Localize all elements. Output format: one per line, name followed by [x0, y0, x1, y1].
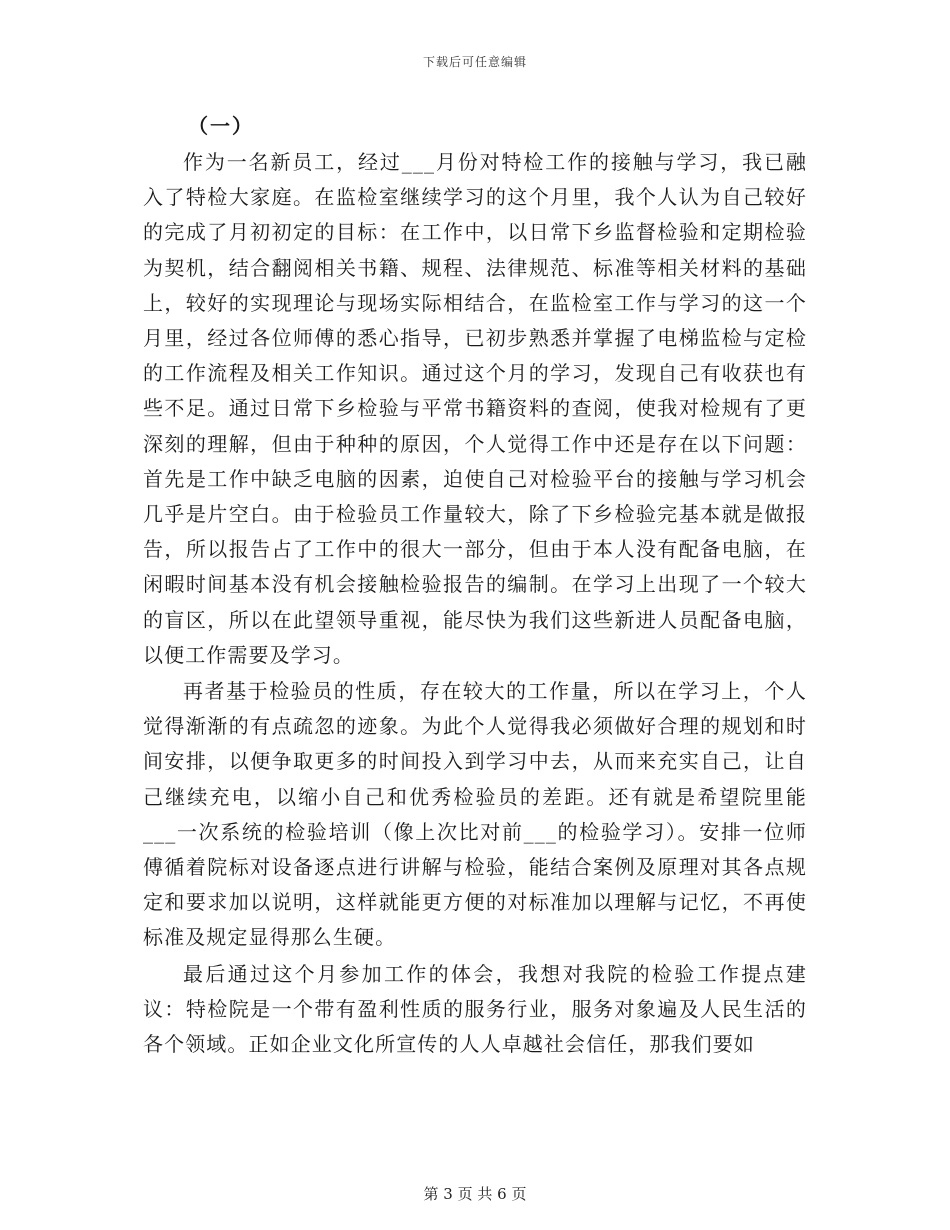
- page-number: 第 3 页 共 6 页: [423, 1185, 527, 1203]
- paragraph-2: 再者基于检验员的性质，存在较大的工作量，所以在学习上，个人觉得渐渐的有点疏忽的迹象。为此个人觉得我必须做好合理的规划和时间安排，以便争取更多的时间投入到学习中去，从而来充实自己，让自己继续充电，以缩小自己和优秀检验员的差距。还有就是希望院里能___一次系统的检验培训（像上次比对前___的检验学习）。安排一位师傅循着院标对设备逐点进行讲解与检验，能结合案例及原理对其各点规定和要求加以说明，这样就能更方便的对标准加以理解与记忆，不再使标准及规定显得那么生硬。: [143, 679, 807, 950]
- section-title: （一）: [188, 114, 254, 138]
- paragraph-3: 最后通过这个月参加工作的体会，我想对我院的检验工作提点建议：特检院是一个带有盈利性质的服务行业，服务对象遍及人民生活的各个领域。正如企业文化所宣传的人人卓越社会信任，那我们要如: [143, 961, 807, 1057]
- page-header: 下载后可任意编辑: [422, 55, 527, 69]
- paragraph-1: 作为一名新员工，经过___月份对特检工作的接触与学习，我已融入了特检大家庭。在监检室继续学习的这个月里，我个人认为自己较好的完成了月初初定的目标：在工作中，以日常下乡监督检验和定期检验为契机，结合翻阅相关书籍、规程、法律规范、标准等相关材料的基础上，较好的实现理论与现场实际相结合，在监检室工作与学习的这一个月里，经过各位师傅的悉心指导，已初步熟悉并掌握了电梯监检与定检的工作流程及相关工作知识。通过这个月的学习，发现自己有收获也有些不足。通过日常下乡检验与平常书籍资料的查阅，使我对检规有了更深刻的理解，但由于种种的原因，个人觉得工作中还是存在以下问题：首先是工作中缺乏电脑的因素，迫使自己对检验平台的接触与学习机会几乎是片空白。由于检验员工作量较大，除了下乡检验完基本就是做报告，所以报告占了工作中的很大一部分，但由于本人没有配备电脑，在闲暇时间基本没有机会接触检验报告的编制。在学习上出现了一个较大的盲区，所以在此望领导重视，能尽快为我们这些新进人员配备电脑，以便工作需要及学习。: [143, 150, 807, 667]
- document-body: [143, 107, 807, 1062]
